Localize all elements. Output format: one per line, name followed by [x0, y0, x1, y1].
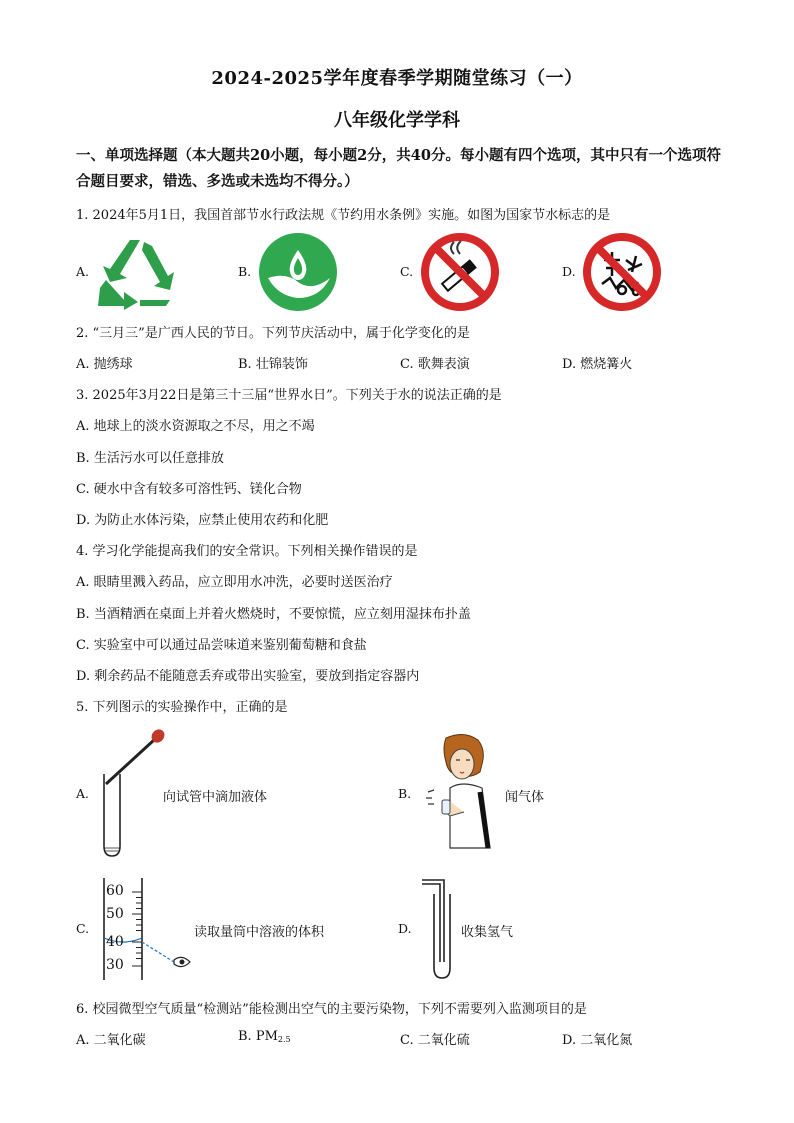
q4-option-a: A. 眼睛里溅入药品，应立即用水冲洗，必要时送医治疗	[76, 575, 393, 590]
question-4-stem: 4. 学习化学能提高我们的安全常识。下列相关操作错误的是	[76, 544, 418, 559]
q6-option-b	[238, 1029, 291, 1044]
cylinder-tick-60: 60	[106, 883, 124, 899]
q5-option-d-label: D.	[398, 921, 412, 936]
q4-option-b: B. 当酒精洒在桌面上并着火燃烧时，不要惊慌，应立刻用湿抹布扑盖	[76, 607, 471, 622]
q6-option-b-text: B. PM	[238, 1029, 278, 1044]
dropper-test-tube-figure	[96, 726, 168, 864]
q1-option-b-label: B.	[238, 264, 252, 279]
q5-option-a-caption: 向试管中滴加液体	[163, 790, 268, 805]
q4-option-c: C. 实验室中可以通过品尝味道来鉴别葡萄糖和食盐	[76, 638, 367, 653]
gas-collection-tube-figure	[420, 876, 464, 984]
recycle-icon	[94, 234, 176, 314]
exam-subtitle: 八年级化学学科	[334, 110, 460, 131]
q2-option-d: D. 燃烧篝火	[562, 357, 633, 372]
cylinder-tick-30: 30	[106, 957, 124, 973]
question-1-stem: 1. 2024年5月1日，我国首部节水行政法规《节约用水条例》实施。如图为国家节水标志的是	[76, 208, 611, 223]
q5-option-b-label: B.	[398, 786, 412, 801]
no-fireworks-icon	[582, 232, 662, 316]
q1-option-c-label: C.	[400, 264, 414, 279]
section-heading: 一、单项选择题（本大题共20小题，每小题2分，共40分。每小题有四个选项，其中只有一个选项符合题目要求，错选、多选或未选均不得分。）	[76, 147, 721, 190]
q5-option-a-label: A.	[76, 786, 90, 801]
question-5-stem: 5. 下列图示的实验操作中，正确的是	[76, 700, 288, 715]
q6-option-a: A. 二氧化碳	[76, 1033, 146, 1048]
q5-option-c-caption: 读取量筒中溶液的体积	[194, 925, 325, 940]
q1-option-d-label: D.	[562, 264, 576, 279]
water-saving-icon	[258, 232, 338, 316]
q5-option-c-label: C.	[76, 921, 90, 936]
q5-option-d-caption: 收集氢气	[461, 925, 514, 940]
pm-subscript: 2.5	[277, 1035, 291, 1044]
q6-option-d: D. 二氧化氮	[562, 1033, 633, 1048]
question-6-stem: 6. 校园微型空气质量“检测站”能检测出空气的主要污染物，下列不需要列入监测项目的是	[76, 1002, 587, 1017]
q2-option-b: B. 壮锦装饰	[238, 357, 308, 372]
question-3-stem: 3. 2025年3月22日是第三十三届“世界水日”。下列关于水的说法正确的是	[76, 388, 502, 403]
q2-option-a: A. 抛绣球	[76, 357, 133, 372]
q3-option-a: A. 地球上的淡水资源取之不尽，用之不竭	[76, 419, 315, 434]
no-smoking-icon	[420, 232, 500, 316]
q3-option-b: B. 生活污水可以任意排放	[76, 451, 224, 466]
q6-option-c: C. 二氧化硫	[400, 1033, 470, 1048]
question-2-stem: 2. “三月三”是广西人民的节日。下列节庆活动中，属于化学变化的是	[76, 326, 470, 341]
q3-option-c: C. 硬水中含有较多可溶性钙、镁化合物	[76, 482, 302, 497]
smelling-gas-figure	[420, 732, 504, 854]
cylinder-tick-40: 40	[106, 934, 124, 950]
q1-option-a-label: A.	[76, 264, 90, 279]
q3-option-d: D. 为防止水体污染，应禁止使用农药和化肥	[76, 513, 329, 528]
exam-title: 2024-2025学年度春季学期随堂练习（一）	[211, 68, 583, 89]
q5-option-b-caption: 闻气体	[505, 790, 545, 805]
q4-option-d: D. 剩余药品不能随意丢弃或带出实验室，要放到指定容器内	[76, 669, 420, 684]
cylinder-tick-50: 50	[106, 906, 124, 922]
q2-option-c: C. 歌舞表演	[400, 357, 470, 372]
